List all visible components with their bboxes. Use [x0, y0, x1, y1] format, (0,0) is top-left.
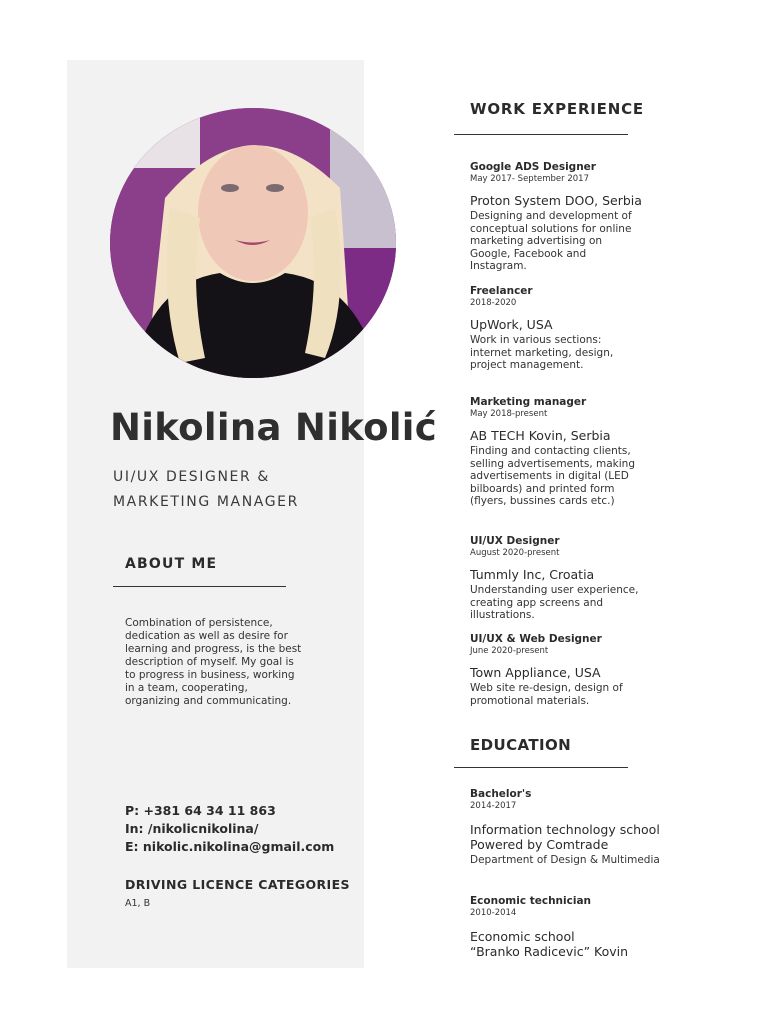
contact-phone: P: +381 64 34 11 863 — [125, 803, 276, 818]
work-dates: May 2017- September 2017 — [470, 174, 589, 184]
education-degree: Bachelor's — [470, 788, 532, 800]
work-role: Freelancer — [470, 285, 533, 297]
education-degree: Economic technician — [470, 895, 592, 907]
about-divider — [113, 586, 286, 587]
work-entry — [470, 633, 670, 707]
work-description: Work in various sections: internet marketing, design, project management. — [470, 334, 614, 372]
education-divider — [454, 767, 628, 768]
about-text: Combination of persistence, dedication as well as desire for learning and progress, is the best description of myself. My goal is to progress in business, working in a team, cooperating, organizing and communicating. — [125, 617, 302, 707]
profile-photo — [110, 108, 396, 378]
job-title-line-1: UI/UX DESIGNER & — [113, 469, 270, 485]
work-role: Marketing manager — [470, 396, 587, 408]
education-school: Economic school — [470, 929, 575, 944]
education-dates: 2010-2014 — [470, 908, 517, 918]
work-company: Tummly Inc, Croatia — [470, 567, 595, 582]
work-heading: WORK EXPERIENCE — [470, 100, 644, 118]
job-title-line-2: MARKETING MANAGER — [113, 494, 299, 510]
work-company: UpWork, USA — [470, 317, 553, 332]
work-description: Designing and development of conceptual solutions for online marketing advertising on Google, Facebook and Instagram. — [470, 210, 632, 273]
work-dates: August 2020-present — [470, 548, 560, 558]
work-company: AB TECH Kovin, Serbia — [470, 428, 611, 443]
work-company: Proton System DOO, Serbia — [470, 193, 642, 208]
work-dates: May 2018-present — [470, 409, 548, 419]
work-description: Understanding user experience, creating app screens and illustrations. — [470, 584, 639, 622]
work-entry — [470, 161, 670, 273]
education-entry — [470, 788, 670, 867]
education-department: Department of Design & Multimedia — [470, 854, 660, 866]
work-description: Web site re-design, design of promotional materials. — [470, 682, 623, 707]
work-role: UI/UX Designer — [470, 535, 560, 547]
about-heading: ABOUT ME — [125, 556, 218, 572]
work-dates: 2018-2020 — [470, 298, 517, 308]
work-entry — [470, 396, 670, 508]
education-heading: EDUCATION — [470, 736, 572, 754]
contact-email: E: nikolic.nikolina@gmail.com — [125, 839, 335, 854]
education-school-line-2: “Branko Radicevic” Kovin — [470, 944, 629, 959]
work-company: Town Appliance, USA — [470, 665, 601, 680]
work-role: UI/UX & Web Designer — [470, 633, 602, 645]
work-entry — [470, 285, 670, 372]
contact-linkedin: In: /nikolicnikolina/ — [125, 821, 259, 836]
work-entry — [470, 535, 670, 622]
driving-heading: DRIVING LICENCE CATEGORIES — [125, 877, 350, 892]
work-dates: June 2020-present — [470, 646, 549, 656]
education-dates: 2014-2017 — [470, 801, 517, 811]
education-school: Information technology school — [470, 822, 660, 837]
work-divider — [454, 134, 628, 135]
driving-value: A1, B — [125, 898, 151, 909]
person-name: Nikolina Nikolić — [110, 406, 438, 449]
education-entry — [470, 895, 670, 959]
work-description: Finding and contacting clients, selling advertisements, making advertisements in digital (LED bilboards) and printed form (flyers, bussines cards etc.) — [470, 445, 635, 508]
education-school-line-2: Powered by Comtrade — [470, 837, 609, 852]
work-role: Google ADS Designer — [470, 161, 596, 173]
